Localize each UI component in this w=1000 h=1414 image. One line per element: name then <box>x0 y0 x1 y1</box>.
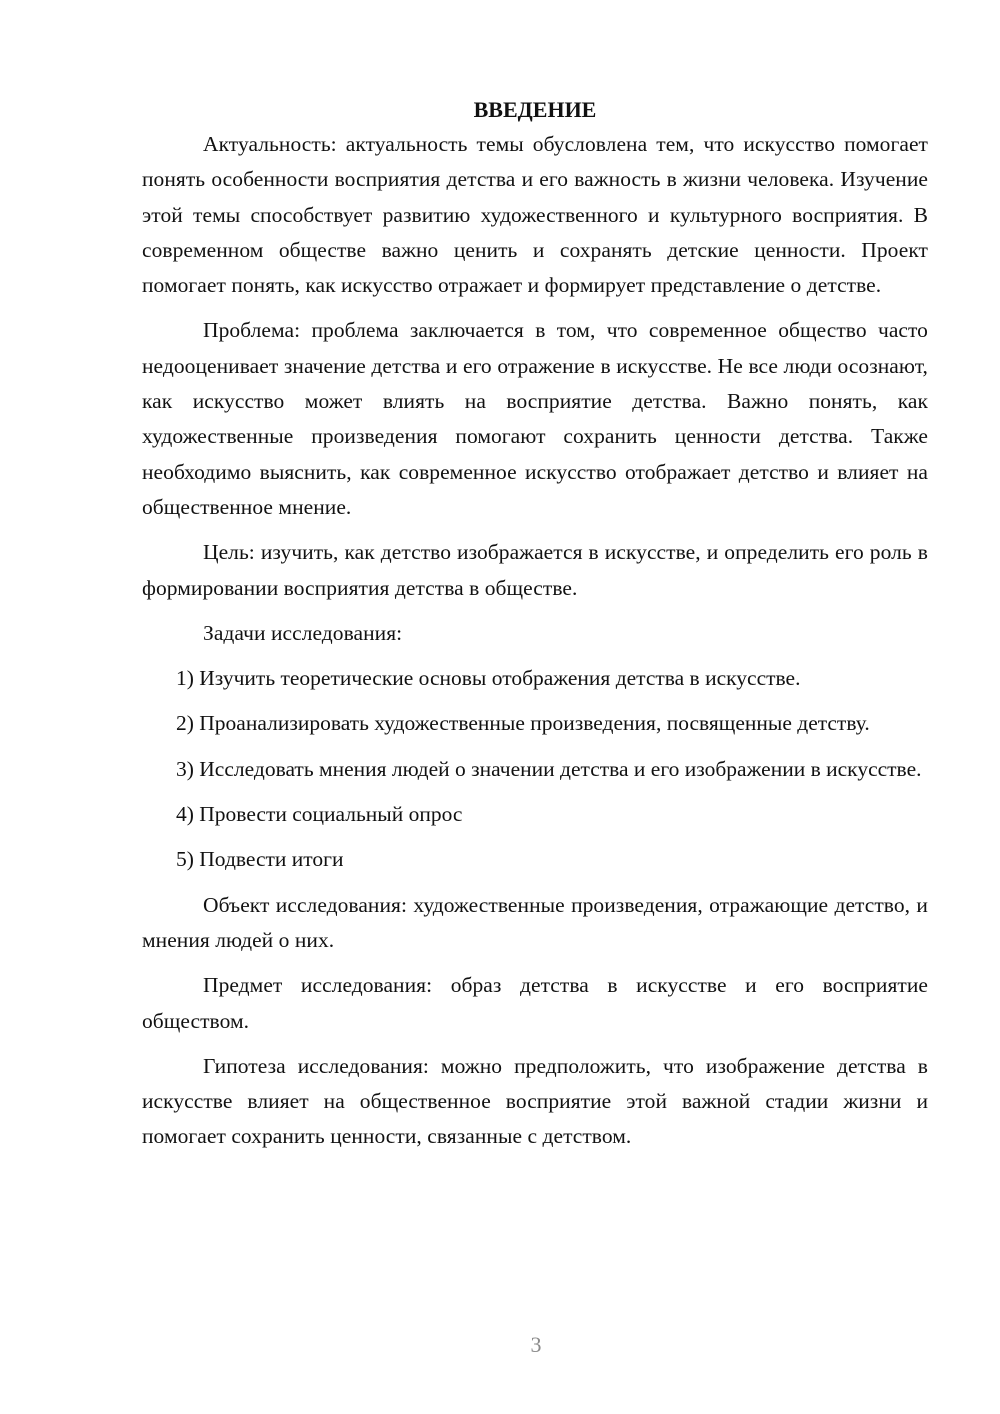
task-item-5: 5) Подвести итоги <box>176 847 344 872</box>
task-item-1: 1) Изучить теоретические основы отображения детства в искусстве. <box>176 666 801 691</box>
paragraph-hypothesis: Гипотеза исследования: можно предположить, что изображение детства в искусстве влияет на общественное восприятие этой важной стадии жизни и помогает сохранить ценности, связанные с детством. <box>142 1053 928 1149</box>
task-item-2: 2) Проанализировать художественные произведения, посвященные детству. <box>176 711 870 736</box>
tasks-heading: Задачи исследования: <box>203 620 403 645</box>
task-item-4: 4) Провести социальный опрос <box>176 802 463 827</box>
task-item-3: 3) Исследовать мнения людей о значении детства и его изображении в искусстве. <box>176 756 922 781</box>
paragraph-subject: Предмет исследования: образ детства в искусстве и его восприятие обществом. <box>142 973 928 1033</box>
paragraph-object: Объект исследования: художественные произведения, отражающие детство, и мнения людей о них. <box>142 892 928 952</box>
document-page <box>142 92 928 1165</box>
page-number: 3 <box>530 1332 542 1357</box>
section-title: ВВЕДЕНИЕ <box>473 97 597 122</box>
paragraph-relevance: Актуальность: актуальность темы обусловлена тем, что искусство помогает понять особенности восприятия детства и его важность в жизни человека. Изучение этой темы способствует развитию художественного и культурного восприятия. В современном обществе важно ценить и сохранять детские ценности. Проект помогает понять, как искусство отражает и формирует представление о детстве. <box>142 132 928 298</box>
paragraph-problem: Проблема: проблема заключается в том, что современное общество часто недооценивает значение детства и его отражение в искусстве. Не все люди осознают, как искусство может влиять на восприятие детства. Важно понять, как художественные произведения помогают сохранить ценности детства. Также необходимо выяснить, как современное искусство отображает детство и влияет на общественное мнение. <box>142 318 928 519</box>
paragraph-goal: Цель: изучить, как детство изображается в искусстве, и определить его роль в формировании восприятия детства в обществе. <box>142 540 928 600</box>
